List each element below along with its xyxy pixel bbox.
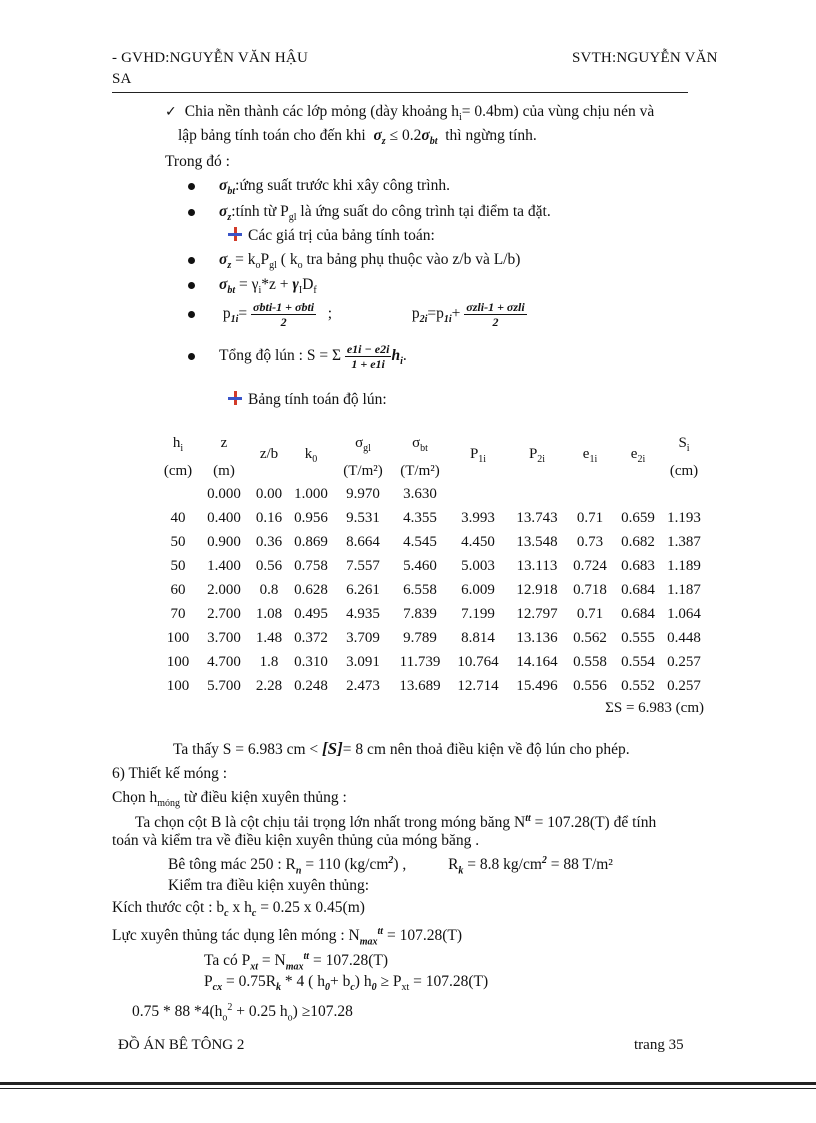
table-cell: 0.000 <box>207 485 241 502</box>
table-cell: 1.187 <box>667 581 701 598</box>
table-row <box>158 506 706 530</box>
bullet-icon <box>188 209 195 216</box>
header-left: - GVHD:NGUYỄN VĂN HẬU <box>112 50 308 66</box>
table-header-cell: $k_0$ <box>304 446 318 465</box>
concrete-line: Bê tông mác 250 : $R_n = 110$ $(kg/cm^2)$ , $R_k = 8.8$ $kg/cm^2 = 88$ T/m² <box>168 855 613 877</box>
table-cell: 0.684 <box>621 605 655 622</box>
table-cell: 1.189 <box>667 557 701 574</box>
bullet-icon <box>188 311 195 318</box>
table-cell: 4.545 <box>403 533 437 550</box>
formula-sigma-bt: $\sigma_{bt} = \gamma_i*z + \gamma_ID_f$ <box>188 273 317 303</box>
table-cell <box>448 482 508 506</box>
table-cell: 0.900 <box>207 533 241 550</box>
bullet-icon <box>188 183 195 190</box>
table-title: Bảng tính toán độ lún: <box>228 388 387 412</box>
table-cell: 1.48 <box>255 629 283 646</box>
table-cell: 6.009 <box>461 581 495 598</box>
table-row <box>158 482 706 506</box>
table-row <box>158 602 706 626</box>
table-row <box>158 578 706 602</box>
table-cell: 3.700 <box>207 629 241 646</box>
pxt-line: Ta có $P_{xt} = N_{max}^{tt} = 107.28(T)$ <box>204 951 388 973</box>
table-cell: 2.473 <box>346 677 380 694</box>
table-cell: 0.724 <box>573 557 607 574</box>
table-cell: 5.700 <box>207 677 241 694</box>
bottom-rule-thin <box>0 1088 816 1089</box>
checkmark-icon: ✓ <box>165 104 177 120</box>
table-cell <box>614 482 662 506</box>
table-cell: 70 <box>170 605 186 622</box>
table-header-row <box>158 432 706 482</box>
table-cell: 100 <box>166 653 190 670</box>
table-header-cell: $P_{2i}$ <box>528 446 546 465</box>
table-cell: 6.261 <box>346 581 380 598</box>
table-row <box>158 650 706 674</box>
table-cell: 100 <box>166 629 190 646</box>
table-cell: 2.700 <box>207 605 241 622</box>
check-item: ✓ Chia nền thành các lớp mỏng (dày khoảng $h_i= 0.4bm$) của vùng chịu nén và <box>165 103 655 124</box>
table-cell: 0.71 <box>576 605 604 622</box>
table-cell: 12.918 <box>516 581 558 598</box>
cross-bullet-icon <box>228 227 242 241</box>
table-cell: 3.630 <box>403 485 437 502</box>
bullet-icon <box>188 282 195 289</box>
table-cell: 1.08 <box>255 605 283 622</box>
table-cell: 40 <box>170 509 186 526</box>
settlement-table <box>158 432 706 717</box>
fraction-p2: $\frac{\text{σzli-1 + σzli}}{2}$ <box>466 300 525 329</box>
table-cell: 1.387 <box>667 533 701 550</box>
table-cell <box>566 482 614 506</box>
paragraph-1: Ta chọn cột B là cột chịu tải trọng lớn nhất trong móng băng $N^{tt} = 107.28(T)$ để tính <box>135 813 657 832</box>
table-cell: 5.460 <box>403 557 437 574</box>
kiem-tra: Kiểm tra điều kiện xuyên thủng: <box>168 877 370 894</box>
table-cell: 0.71 <box>576 509 604 526</box>
check-item-line2: lập bảng tính toán cho đến khi $\sigma_z \le 0.2\sigma_{bt}$ thì ngừng tính. <box>178 127 537 148</box>
table-cell: 0.554 <box>621 653 655 670</box>
table-cell: 11.739 <box>399 653 441 670</box>
table-cell: 13.113 <box>516 557 558 574</box>
table-cell <box>158 482 198 506</box>
part6-title: 6) Thiết kế móng : <box>112 765 228 782</box>
table-cell: 0.257 <box>667 677 701 694</box>
table-cell: 0.16 <box>255 509 283 526</box>
table-cell: 4.935 <box>346 605 380 622</box>
table-cell: 100 <box>166 677 190 694</box>
table-cell: 0.558 <box>573 653 607 670</box>
table-cell: 4.450 <box>461 533 495 550</box>
table-cell: 13.548 <box>516 533 558 550</box>
column-size: Kích thước cột : $b_c$ x $h_c = 0.25$ x 0.45(m) <box>112 899 365 920</box>
table-header-cell: $h_i$ (cm) <box>163 435 193 479</box>
chon-h: Chọn $h_{móng}$ từ điều kiện xuyên thủng : <box>112 789 347 810</box>
table-cell: 0.310 <box>294 653 328 670</box>
table-cell: 9.531 <box>346 509 380 526</box>
table-cell: 0.956 <box>294 509 328 526</box>
punching-force: Lực xuyên thủng tác dụng lên móng : $N_{max}^{tt} = 107.28(T)$ <box>112 926 463 948</box>
table-cell: 2.28 <box>255 677 283 694</box>
table-cell: 60 <box>170 581 186 598</box>
table-cell: 1.400 <box>207 557 241 574</box>
fraction-s: $\frac{e1i - e2i}{1 + e1i}$ <box>346 342 390 371</box>
table-cell: 50 <box>170 533 186 550</box>
table-cell: 12.797 <box>516 605 558 622</box>
table-cell: 9.970 <box>346 485 380 502</box>
pcx-line: $P_{cx} = 0.75R_k * 4$ ( $h_0+ b_c$) $h_0 \ge P_{xt} = 107.28(T)$ <box>204 973 489 994</box>
table-cell: 13.689 <box>399 677 441 694</box>
table-cell: 10.764 <box>457 653 499 670</box>
table-cell: 1.000 <box>294 485 328 502</box>
total-settlement: ΣS = 6.983 (cm) <box>605 700 704 716</box>
header-rule <box>112 92 688 93</box>
table-cell: 1.8 <box>259 653 279 670</box>
table-cell: 1.193 <box>667 509 701 526</box>
table-cell: 5.003 <box>461 557 495 574</box>
table-cell: 7.199 <box>461 605 495 622</box>
table-cell: 14.164 <box>516 653 558 670</box>
table-cell: 0.556 <box>573 677 607 694</box>
table-cell: 6.558 <box>403 581 437 598</box>
table-cell: 0.00 <box>255 485 283 502</box>
table-header-cell: $e_{2i}$ <box>630 446 646 465</box>
table-cell: 7.839 <box>403 605 437 622</box>
table-cell: 4.700 <box>207 653 241 670</box>
footer-right: trang 35 <box>634 1037 684 1053</box>
table-cell: 0.718 <box>573 581 607 598</box>
table-cell: 0.400 <box>207 509 241 526</box>
bottom-rule <box>0 1082 816 1085</box>
header-left-cont: SA <box>112 71 132 87</box>
inequality-line: 0.75 * 88 $*4(h_o^2 + 0.25$ $h_o) \ge 107.28$ <box>132 1002 353 1024</box>
formula-sum: Tổng độ lún : S = Σ $\frac{e1i - e2i}{1 + e1i}$ $h_i$. <box>188 342 407 374</box>
table-cell: 0.257 <box>667 653 701 670</box>
table-cell: 8.814 <box>461 629 495 646</box>
bullet-icon <box>188 257 195 264</box>
table-cell: 0.36 <box>255 533 283 550</box>
table-cell: 13.743 <box>516 509 558 526</box>
paragraph-2: toán và kiểm tra về điều kiện xuyên thủng của móng băng . <box>112 832 480 849</box>
table-cell: 0.372 <box>294 629 328 646</box>
bullet-sigma-z: $\sigma_z:tính$ từ $P_{gl}$ là ứng suất do công trình tại điểm ta đặt. <box>188 200 551 230</box>
table-header-cell: $e_{1i}$ <box>582 446 598 465</box>
table-row <box>158 530 706 554</box>
table-cell: 15.496 <box>516 677 558 694</box>
table-header-cell: z (m) <box>213 435 235 479</box>
table-cell: 0.248 <box>294 677 328 694</box>
table-cell: 0.683 <box>621 557 655 574</box>
table-cell: 0.56 <box>255 557 283 574</box>
table-cell: 0.659 <box>621 509 655 526</box>
table-cell: 8.664 <box>346 533 380 550</box>
table-cell: 50 <box>170 557 186 574</box>
bullet-icon <box>188 353 195 360</box>
table-cell: 3.993 <box>461 509 495 526</box>
table-cell: 0.628 <box>294 581 328 598</box>
table-cell: 0.495 <box>294 605 328 622</box>
table-cell: 0.552 <box>621 677 655 694</box>
table-cell: 7.557 <box>346 557 380 574</box>
table-row <box>158 674 706 698</box>
table-cell: 4.355 <box>403 509 437 526</box>
table-cell: 0.869 <box>294 533 328 550</box>
footer-left: ĐỒ ÁN BÊ TÔNG 2 <box>118 1037 245 1053</box>
fraction-p1: $\frac{\text{σbti-1 + σbti}}{2}$ <box>253 300 315 329</box>
table-cell: 0.684 <box>621 581 655 598</box>
table-header-cell: $S_i$ (cm) <box>669 435 699 479</box>
cross-bullet-icon <box>228 391 242 405</box>
values-title: Các giá trị của bảng tính toán: <box>228 224 435 248</box>
header-right: SVTH:NGUYỄN VĂN <box>572 50 718 66</box>
table-cell: 1.064 <box>667 605 701 622</box>
table-cell <box>508 482 566 506</box>
table-header-cell: $\sigma_{gl}$ (T/m²) <box>343 435 383 479</box>
table-cell: 0.555 <box>621 629 655 646</box>
table-cell: 0.73 <box>576 533 604 550</box>
table-header-cell: $P_{1i}$ <box>469 446 487 465</box>
table-row <box>158 554 706 578</box>
table-cell: 0.682 <box>621 533 655 550</box>
table-cell: 0.758 <box>294 557 328 574</box>
formula-p: $p_{1i}=$ $\frac{\text{σbti-1 + σbti}}{2}$ ; $p_{2i}=p_{1i}+$ $\frac{\text{σzli-1 + σzli}}{2}$ <box>188 300 688 332</box>
conclusion: Ta thấy S = 6.983 cm < [S]= 8 cm nên thoả điều kiện về độ lún cho phép. <box>173 739 630 758</box>
table-cell: 0.8 <box>259 581 279 598</box>
table-cell <box>662 482 706 506</box>
table-cell: 3.709 <box>346 629 380 646</box>
table-row <box>158 626 706 650</box>
bullet-sigma-bt: $\sigma_{bt}:ứng$ suất trước khi xây công trình. <box>188 174 450 204</box>
table-cell: 12.714 <box>457 677 499 694</box>
table-cell: 3.091 <box>346 653 380 670</box>
table-header-cell: z/b <box>259 446 279 462</box>
table-cell: 9.789 <box>403 629 437 646</box>
trong-do-label: Trong đó : <box>165 153 230 170</box>
table-header-cell: $\sigma_{bt}$ (T/m²) <box>400 435 440 479</box>
formula-sigma-z: $\sigma_z = k_oP_{gl}$ ( $k_o$ tra bảng phụ thuộc vào z/b và L/b) <box>188 248 520 278</box>
table-cell: 0.448 <box>667 629 701 646</box>
table-cell: 13.136 <box>516 629 558 646</box>
table-cell: 2.000 <box>207 581 241 598</box>
table-cell: 0.562 <box>573 629 607 646</box>
